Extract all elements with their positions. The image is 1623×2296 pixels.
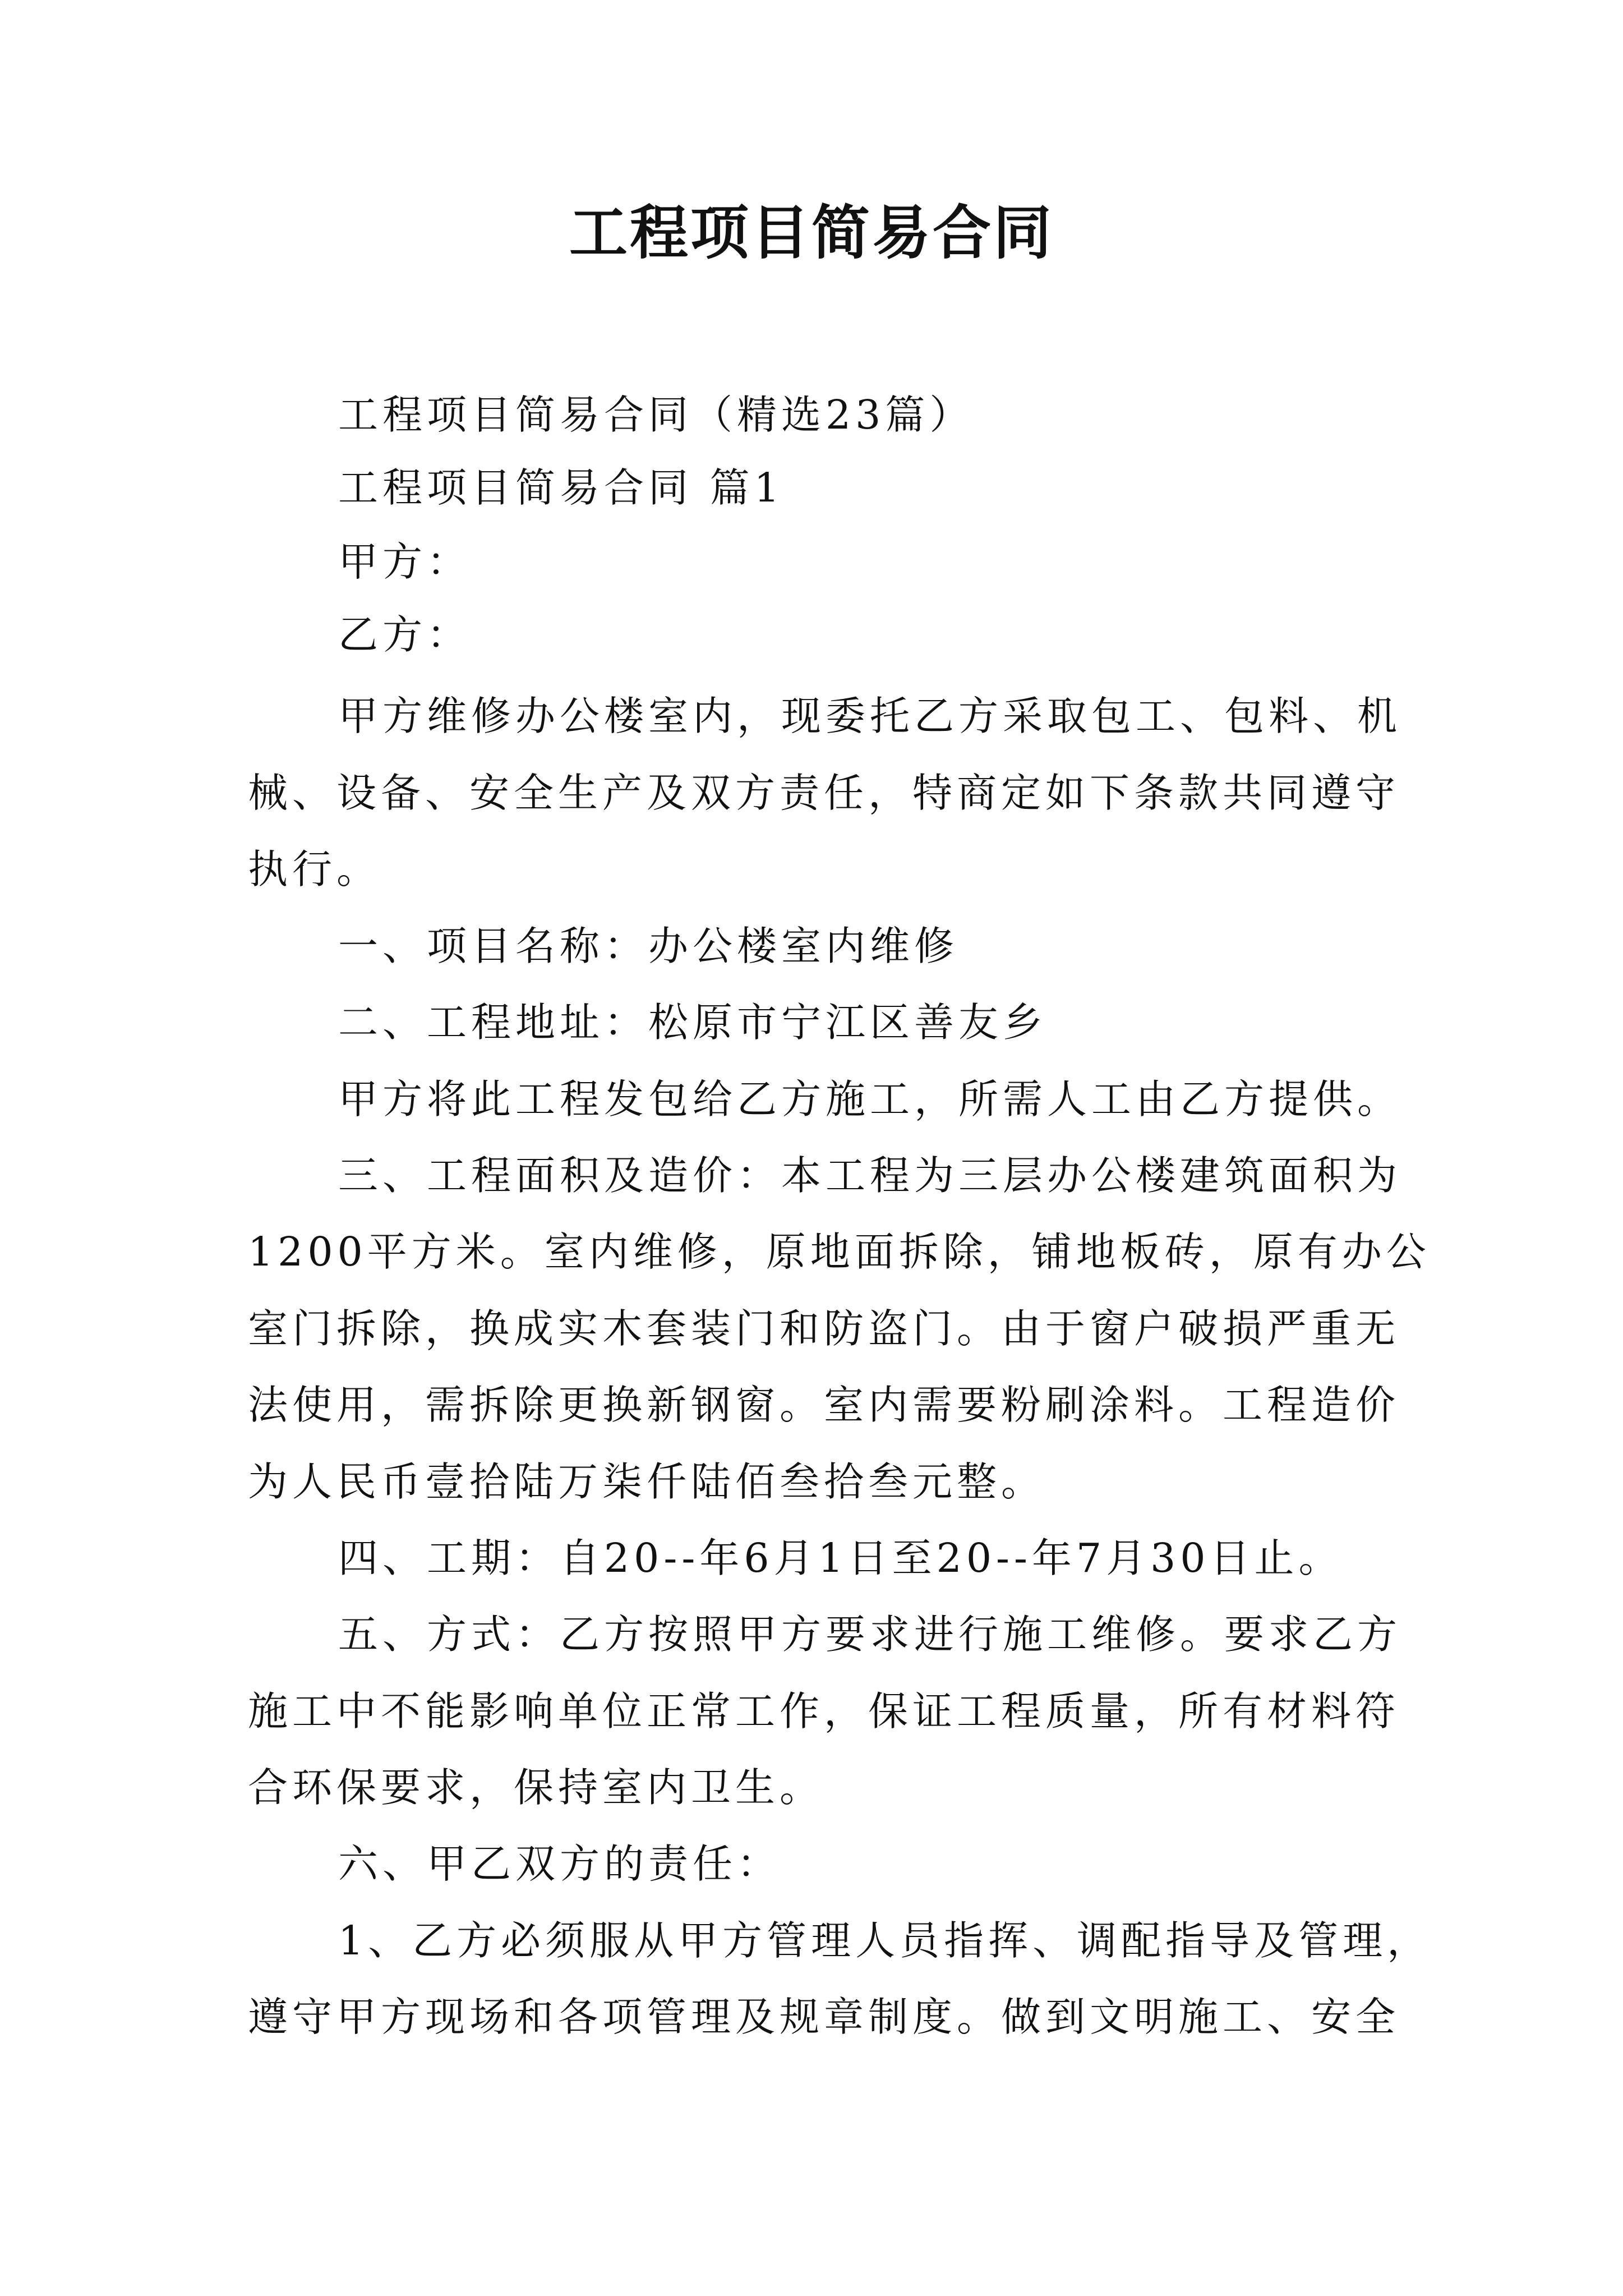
clause-area-cost: 三、工程面积及造价：本工程为三层办公楼建筑面积为 [338, 1152, 1402, 1199]
paragraph-line: 甲方将此工程发包给乙方施工，所需人工由乙方提供。 [338, 1076, 1402, 1122]
paragraph-line: 施工中不能影响单位正常工作，保证工程质量，所有材料符 [248, 1688, 1400, 1734]
clause-method: 五、方式：乙方按照甲方要求进行施工维修。要求乙方 [338, 1611, 1402, 1658]
paragraph-line: 为人民币壹拾陆万柒仟陆佰叁拾叁元整。 [248, 1458, 1046, 1505]
clause-schedule: 四、工期：自20--年6月1日至20--年7月30日止。 [338, 1535, 1343, 1581]
paragraph-line: 1、乙方必须服从甲方管理人员指挥、调配指导及管理， [338, 1917, 1432, 1964]
party-b-label: 乙方： [338, 611, 472, 658]
document-title: 工程项目简易合同 [569, 198, 1054, 267]
paragraph-heading: 工程项目简易合同 篇1 [338, 464, 784, 511]
paragraph-line: 械、设备、安全生产及双方责任，特商定如下条款共同遵守 [248, 770, 1400, 816]
paragraph-line: 甲方维修办公楼室内，现委托乙方采取包工、包料、机 [338, 693, 1402, 739]
paragraph-line: 法使用，需拆除更换新钢窗。室内需要粉刷涂料。工程造价 [248, 1382, 1400, 1428]
paragraph-line: 遵守甲方现场和各项管理及规章制度。做到文明施工、安全 [248, 1994, 1400, 2040]
clause-responsibility: 六、甲乙双方的责任： [338, 1841, 782, 1887]
paragraph-line: 室门拆除，换成实木套装门和防盗门。由于窗户破损严重无 [248, 1305, 1400, 1352]
paragraph-line: 1200平方米。室内维修，原地面拆除，铺地板砖，原有办公 [248, 1228, 1431, 1275]
paragraph-line: 执行。 [248, 846, 381, 892]
paragraph-subtitle: 工程项目简易合同（精选23篇） [338, 392, 974, 438]
clause-address: 二、工程地址：松原市宁江区善友乡 [338, 999, 1048, 1046]
paragraph-line: 合环保要求，保持室内卫生。 [248, 1764, 824, 1811]
clause-project-name: 一、项目名称：办公楼室内维修 [338, 923, 959, 969]
party-a-label: 甲方： [338, 539, 472, 585]
